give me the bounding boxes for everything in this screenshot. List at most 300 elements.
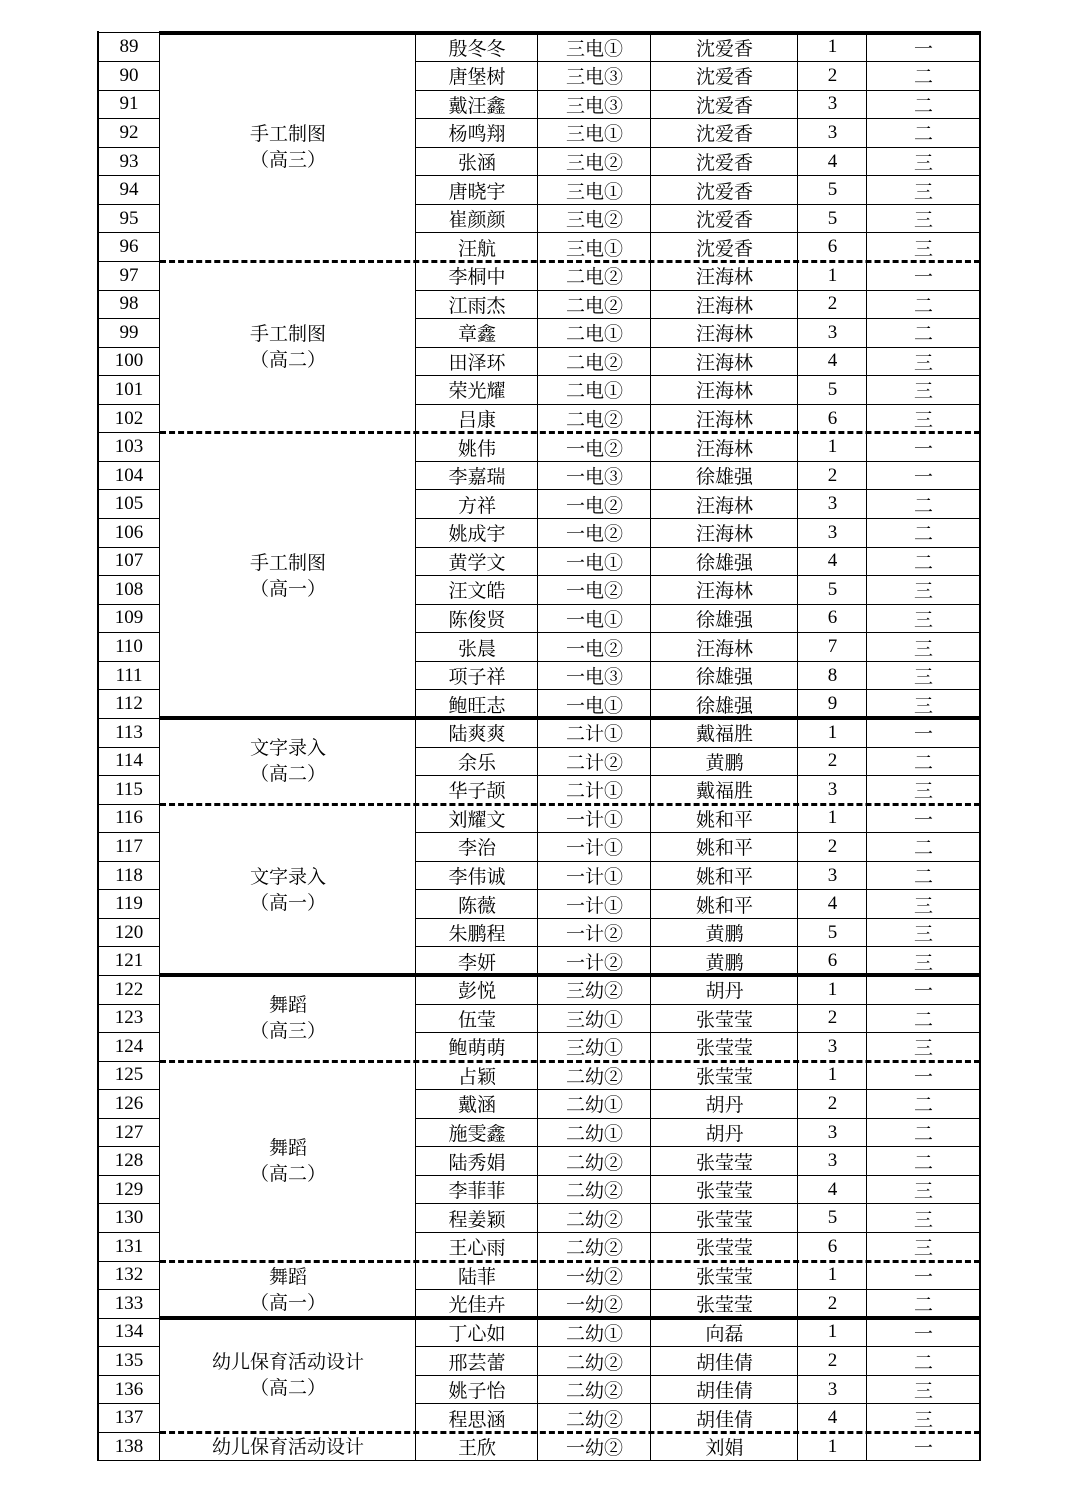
rank-value: 6 (827, 607, 838, 629)
student-name: 王心雨 (448, 1237, 506, 1260)
row-number: 133 (114, 1292, 144, 1314)
student-name: 朱鹏程 (448, 923, 506, 946)
student-name: 丁心如 (448, 1322, 506, 1345)
class-name: 二幼① (565, 1322, 623, 1345)
class-name: 二电② (565, 409, 623, 432)
prize-level: 一 (913, 266, 933, 289)
rank-value: 3 (827, 1035, 838, 1057)
student-name: 张涵 (457, 152, 496, 174)
row-number: 119 (115, 893, 143, 915)
event-group (160, 433, 416, 719)
prize-level: 二 (913, 751, 933, 774)
column-divider (797, 31, 798, 1461)
event-name: 舞蹈 (268, 1265, 307, 1288)
prize-level: 三 (913, 409, 933, 432)
teacher-name: 胡佳倩 (695, 1380, 753, 1403)
teacher-name: 黄鹏 (705, 951, 744, 974)
class-name: 一电② (565, 523, 623, 546)
rank-value: 2 (827, 1350, 838, 1372)
prize-level: 二 (913, 123, 933, 146)
teacher-name: 汪海林 (695, 637, 753, 660)
class-name: 三幼① (565, 1008, 623, 1031)
student-name: 占颖 (457, 1065, 496, 1088)
rank-value: 9 (827, 693, 838, 715)
rank-value: 6 (827, 950, 838, 972)
rank-value: 2 (827, 1092, 838, 1114)
class-name: 三电② (565, 152, 623, 174)
class-name: 三电② (565, 209, 623, 232)
student-name: 李伟诚 (448, 866, 506, 888)
student-name: 刘耀文 (448, 808, 506, 831)
prize-level: 三 (913, 694, 933, 717)
teacher-name: 汪海林 (695, 323, 753, 346)
rank-value: 4 (827, 893, 838, 915)
row-number: 134 (114, 1321, 144, 1343)
student-name: 姚子怡 (448, 1380, 506, 1403)
row-number: 122 (114, 978, 144, 1000)
class-name: 二计② (565, 751, 623, 774)
class-name: 二幼② (565, 1208, 623, 1231)
teacher-name: 汪海林 (695, 294, 753, 317)
student-name: 余乐 (457, 751, 496, 774)
row-number: 94 (119, 179, 139, 201)
class-name: 二电① (565, 380, 623, 403)
teacher-name: 徐雄强 (695, 608, 753, 631)
column-divider (979, 31, 981, 1461)
teacher-name: 沈爱香 (695, 237, 753, 260)
table-top-border (160, 31, 980, 35)
class-name: 二电② (565, 266, 623, 289)
row-number: 102 (114, 407, 144, 429)
row-number: 91 (119, 93, 139, 115)
class-name: 一电② (565, 437, 623, 460)
rank-value: 3 (827, 93, 838, 115)
event-group (160, 975, 416, 1061)
event-level: （高二） (249, 1377, 326, 1400)
teacher-name: 徐雄强 (695, 694, 753, 717)
event-group (160, 718, 416, 804)
prize-level: 三 (913, 923, 933, 946)
class-name: 一电① (565, 694, 623, 717)
row-number: 129 (114, 1178, 144, 1200)
teacher-name: 张莹莹 (695, 1008, 753, 1031)
rank-value: 2 (827, 1292, 838, 1314)
prize-level: 二 (913, 94, 933, 117)
rank-value: 8 (827, 664, 838, 686)
teacher-name: 胡丹 (705, 1123, 744, 1146)
student-name: 彭悦 (457, 980, 496, 1003)
rank-value: 3 (827, 1150, 838, 1172)
row-number: 101 (114, 378, 144, 400)
prize-level: 二 (913, 1151, 933, 1174)
row-number: 117 (115, 835, 143, 857)
prize-level: 一 (913, 1322, 933, 1345)
class-name: 一电② (565, 580, 623, 603)
event-group (160, 1061, 416, 1261)
rank-value: 2 (827, 64, 838, 86)
row-number: 99 (119, 321, 139, 343)
event-group (160, 33, 416, 261)
row-number: 114 (115, 750, 143, 772)
rank-value: 1 (827, 436, 838, 458)
teacher-name: 沈爱香 (695, 152, 753, 174)
prize-level: 二 (913, 866, 933, 888)
teacher-name: 张莹莹 (695, 1037, 753, 1060)
row-number: 132 (114, 1264, 144, 1286)
prize-level: 二 (913, 1351, 933, 1374)
prize-level: 二 (913, 294, 933, 317)
event-name: 手工制图 (249, 551, 326, 574)
class-name: 三电① (565, 37, 623, 60)
teacher-name: 胡佳倩 (695, 1408, 753, 1431)
rank-value: 1 (827, 36, 838, 58)
class-name: 一计② (565, 923, 623, 946)
student-name: 鲍萌萌 (448, 1037, 506, 1060)
rank-value: 5 (827, 1207, 838, 1229)
teacher-name: 徐雄强 (695, 551, 753, 574)
student-name: 陈薇 (457, 894, 496, 917)
class-name: 二电② (565, 294, 623, 317)
prize-level: 三 (913, 1180, 933, 1203)
row-number: 100 (114, 350, 144, 372)
rank-value: 5 (827, 921, 838, 943)
rank-value: 3 (827, 778, 838, 800)
student-name: 姚伟 (457, 437, 496, 460)
teacher-name: 沈爱香 (695, 37, 753, 60)
student-name: 唐晓宇 (448, 180, 506, 203)
teacher-name: 黄鹏 (705, 751, 744, 774)
row-number: 110 (115, 636, 143, 658)
event-level: （高二） (249, 763, 326, 786)
teacher-name: 戴福胜 (695, 780, 753, 803)
student-name: 戴汪鑫 (448, 94, 506, 117)
rank-value: 3 (827, 321, 838, 343)
column-divider (537, 31, 538, 1461)
student-name: 方祥 (457, 494, 496, 517)
prize-level: 三 (913, 351, 933, 374)
prize-level: 三 (913, 951, 933, 974)
row-number: 127 (114, 1121, 144, 1143)
event-level: （高一） (249, 1291, 326, 1314)
student-name: 程姜颖 (448, 1208, 506, 1231)
event-name: 手工制图 (249, 123, 326, 146)
teacher-name: 戴福胜 (695, 723, 753, 746)
teacher-name: 姚和平 (695, 894, 753, 917)
rank-value: 1 (827, 1264, 838, 1286)
rank-value: 1 (827, 1321, 838, 1343)
rank-value: 1 (827, 1435, 838, 1457)
prize-level: 一 (913, 1265, 933, 1288)
class-name: 二幼② (565, 1151, 623, 1174)
teacher-name: 张莹莹 (695, 1208, 753, 1231)
student-name: 章鑫 (457, 323, 496, 346)
student-name: 唐堡树 (448, 66, 506, 89)
event-group (160, 261, 416, 432)
student-name: 陆爽爽 (448, 723, 506, 746)
row-number: 92 (119, 121, 139, 143)
student-name: 荣光耀 (448, 380, 506, 403)
prize-level: 三 (913, 180, 933, 203)
event-level: （高二） (249, 1163, 326, 1186)
table-bottom-border (98, 1460, 980, 1461)
class-name: 二幼② (565, 1351, 623, 1374)
prize-level: 三 (913, 1208, 933, 1231)
event-group (160, 804, 416, 975)
rank-value: 2 (827, 464, 838, 486)
rank-value: 2 (827, 750, 838, 772)
rank-value: 3 (827, 1378, 838, 1400)
rank-value: 6 (827, 236, 838, 258)
event-group (160, 1261, 416, 1318)
class-name: 一计① (565, 894, 623, 917)
rank-value: 4 (827, 550, 838, 572)
prize-level: 二 (913, 1123, 933, 1146)
class-name: 一电② (565, 637, 623, 660)
row-number: 123 (114, 1007, 144, 1029)
teacher-name: 汪海林 (695, 351, 753, 374)
row-number: 96 (119, 236, 139, 258)
row-number: 97 (119, 264, 139, 286)
teacher-name: 胡丹 (705, 980, 744, 1003)
row-number: 89 (119, 36, 139, 58)
row-number: 130 (114, 1207, 144, 1229)
rank-value: 5 (827, 207, 838, 229)
rank-value: 3 (827, 1121, 838, 1143)
class-name: 一计① (565, 808, 623, 831)
row-number: 113 (115, 721, 143, 743)
row-number: 111 (115, 664, 143, 686)
student-name: 李嘉瑞 (448, 466, 506, 489)
row-number: 109 (114, 607, 144, 629)
prize-level: 二 (913, 494, 933, 517)
student-name: 鲍旺志 (448, 694, 506, 717)
class-name: 二电② (565, 351, 623, 374)
class-name: 一电③ (565, 666, 623, 689)
prize-level: 二 (913, 1008, 933, 1031)
teacher-name: 向磊 (705, 1322, 744, 1345)
event-name: 手工制图 (249, 323, 326, 346)
student-name: 光佳卉 (448, 1294, 506, 1317)
event-name: 文字录入 (249, 865, 326, 888)
rank-value: 3 (827, 521, 838, 543)
rank-value: 5 (827, 378, 838, 400)
row-number: 118 (115, 864, 143, 886)
prize-level: 三 (913, 152, 933, 174)
class-name: 一电① (565, 551, 623, 574)
column-divider (650, 31, 651, 1461)
teacher-name: 汪海林 (695, 580, 753, 603)
teacher-name: 汪海林 (695, 266, 753, 289)
student-name: 陆秀娟 (448, 1151, 506, 1174)
prize-level: 一 (913, 466, 933, 489)
prize-level: 二 (913, 551, 933, 574)
student-name: 李治 (457, 837, 496, 860)
prize-level: 一 (913, 980, 933, 1003)
rank-value: 2 (827, 1007, 838, 1029)
class-name: 一计② (565, 951, 623, 974)
row-number: 93 (119, 150, 139, 172)
class-name: 三幼② (565, 980, 623, 1003)
teacher-name: 沈爱香 (695, 94, 753, 117)
rank-value: 4 (827, 1178, 838, 1200)
teacher-name: 黄鹏 (705, 923, 744, 946)
student-name: 李桐中 (448, 266, 506, 289)
prize-level: 三 (913, 780, 933, 803)
student-name: 汪航 (457, 237, 496, 260)
prize-level: 三 (913, 580, 933, 603)
teacher-name: 张莹莹 (695, 1265, 753, 1288)
class-name: 二幼① (565, 1094, 623, 1117)
rank-value: 6 (827, 1235, 838, 1257)
event-group (160, 1318, 416, 1432)
class-name: 二幼② (565, 1180, 623, 1203)
class-name: 一幼② (565, 1437, 623, 1460)
student-name: 王欣 (457, 1437, 496, 1460)
prize-level: 二 (913, 837, 933, 860)
rank-value: 3 (827, 493, 838, 515)
class-name: 一计① (565, 866, 623, 888)
teacher-name: 张莹莹 (695, 1237, 753, 1260)
student-name: 伍莹 (457, 1008, 496, 1031)
rank-value: 6 (827, 407, 838, 429)
prize-level: 三 (913, 237, 933, 260)
row-number: 128 (114, 1150, 144, 1172)
student-name: 杨鸣翔 (448, 123, 506, 146)
rank-value: 4 (827, 1407, 838, 1429)
row-number: 125 (114, 1064, 144, 1086)
rank-value: 2 (827, 835, 838, 857)
student-name: 田泽环 (448, 351, 506, 374)
student-name: 华子颉 (448, 780, 506, 803)
prize-level: 三 (913, 1380, 933, 1403)
teacher-name: 张莹莹 (695, 1065, 753, 1088)
student-name: 李菲菲 (448, 1180, 506, 1203)
class-name: 一电① (565, 608, 623, 631)
student-name: 殷冬冬 (448, 37, 506, 60)
rank-value: 1 (827, 978, 838, 1000)
student-name: 施雯鑫 (448, 1123, 506, 1146)
rank-value: 1 (827, 807, 838, 829)
teacher-name: 姚和平 (695, 866, 753, 888)
rank-value: 5 (827, 578, 838, 600)
row-number: 106 (114, 521, 144, 543)
class-name: 一电③ (565, 466, 623, 489)
teacher-name: 张莹莹 (695, 1151, 753, 1174)
prize-level: 二 (913, 323, 933, 346)
prize-level: 三 (913, 380, 933, 403)
row-number: 90 (119, 64, 139, 86)
teacher-name: 胡佳倩 (695, 1351, 753, 1374)
student-name: 江雨杰 (448, 294, 506, 317)
class-name: 三电③ (565, 66, 623, 89)
rank-value: 7 (827, 636, 838, 658)
rank-value: 1 (827, 721, 838, 743)
class-name: 一计① (565, 837, 623, 860)
student-name: 陈俊贤 (448, 608, 506, 631)
student-name: 李妍 (457, 951, 496, 974)
prize-level: 一 (913, 437, 933, 460)
teacher-name: 沈爱香 (695, 180, 753, 203)
row-number: 120 (114, 921, 144, 943)
teacher-name: 沈爱香 (695, 209, 753, 232)
prize-level: 三 (913, 894, 933, 917)
class-name: 三电③ (565, 94, 623, 117)
column-divider (159, 31, 160, 1461)
teacher-name: 徐雄强 (695, 466, 753, 489)
class-name: 二幼② (565, 1065, 623, 1088)
row-number: 135 (114, 1350, 144, 1372)
event-name: 舞蹈 (268, 1137, 307, 1160)
teacher-name: 刘娟 (705, 1437, 744, 1460)
event-name: 幼儿保育活动设计 (211, 1435, 364, 1458)
class-name: 二幼② (565, 1380, 623, 1403)
rank-value: 3 (827, 864, 838, 886)
rank-value: 1 (827, 1064, 838, 1086)
prize-level: 二 (913, 1294, 933, 1317)
column-divider (97, 31, 99, 1461)
teacher-name: 汪海林 (695, 437, 753, 460)
award-table (98, 33, 980, 1461)
student-name: 戴涵 (457, 1094, 496, 1117)
class-name: 一电② (565, 494, 623, 517)
class-name: 三幼① (565, 1037, 623, 1060)
row-number: 121 (114, 950, 144, 972)
column-divider (866, 31, 867, 1461)
row-number: 138 (114, 1435, 144, 1457)
rank-value: 4 (827, 350, 838, 372)
teacher-name: 张莹莹 (695, 1180, 753, 1203)
teacher-name: 姚和平 (695, 837, 753, 860)
student-name: 张晨 (457, 637, 496, 660)
row-number: 136 (114, 1378, 144, 1400)
student-name: 程思涵 (448, 1408, 506, 1431)
row-number: 137 (114, 1407, 144, 1429)
class-name: 三电① (565, 123, 623, 146)
prize-level: 三 (913, 1408, 933, 1431)
teacher-name: 汪海林 (695, 494, 753, 517)
prize-level: 二 (913, 66, 933, 89)
teacher-name: 沈爱香 (695, 66, 753, 89)
teacher-name: 沈爱香 (695, 123, 753, 146)
teacher-name: 胡丹 (705, 1094, 744, 1117)
rank-value: 2 (827, 293, 838, 315)
class-name: 二计① (565, 723, 623, 746)
teacher-name: 汪海林 (695, 380, 753, 403)
row-number: 108 (114, 578, 144, 600)
teacher-name: 汪海林 (695, 523, 753, 546)
event-name: 文字录入 (249, 737, 326, 760)
class-name: 二计① (565, 780, 623, 803)
student-name: 汪文皓 (448, 580, 506, 603)
event-level: （高三） (249, 149, 326, 172)
row-number: 115 (115, 778, 143, 800)
row-number: 103 (114, 436, 144, 458)
row-number: 126 (114, 1092, 144, 1114)
event-name: 幼儿保育活动设计 (211, 1351, 364, 1374)
prize-level: 三 (913, 666, 933, 689)
row-number: 107 (114, 550, 144, 572)
row-number: 116 (115, 807, 143, 829)
event-name: 舞蹈 (268, 994, 307, 1017)
prize-level: 三 (913, 637, 933, 660)
prize-level: 一 (913, 1437, 933, 1460)
rank-value: 3 (827, 121, 838, 143)
teacher-name: 张莹莹 (695, 1294, 753, 1317)
row-number: 105 (114, 493, 144, 515)
prize-level: 一 (913, 37, 933, 60)
prize-level: 三 (913, 1237, 933, 1260)
student-name: 邢芸蕾 (448, 1351, 506, 1374)
